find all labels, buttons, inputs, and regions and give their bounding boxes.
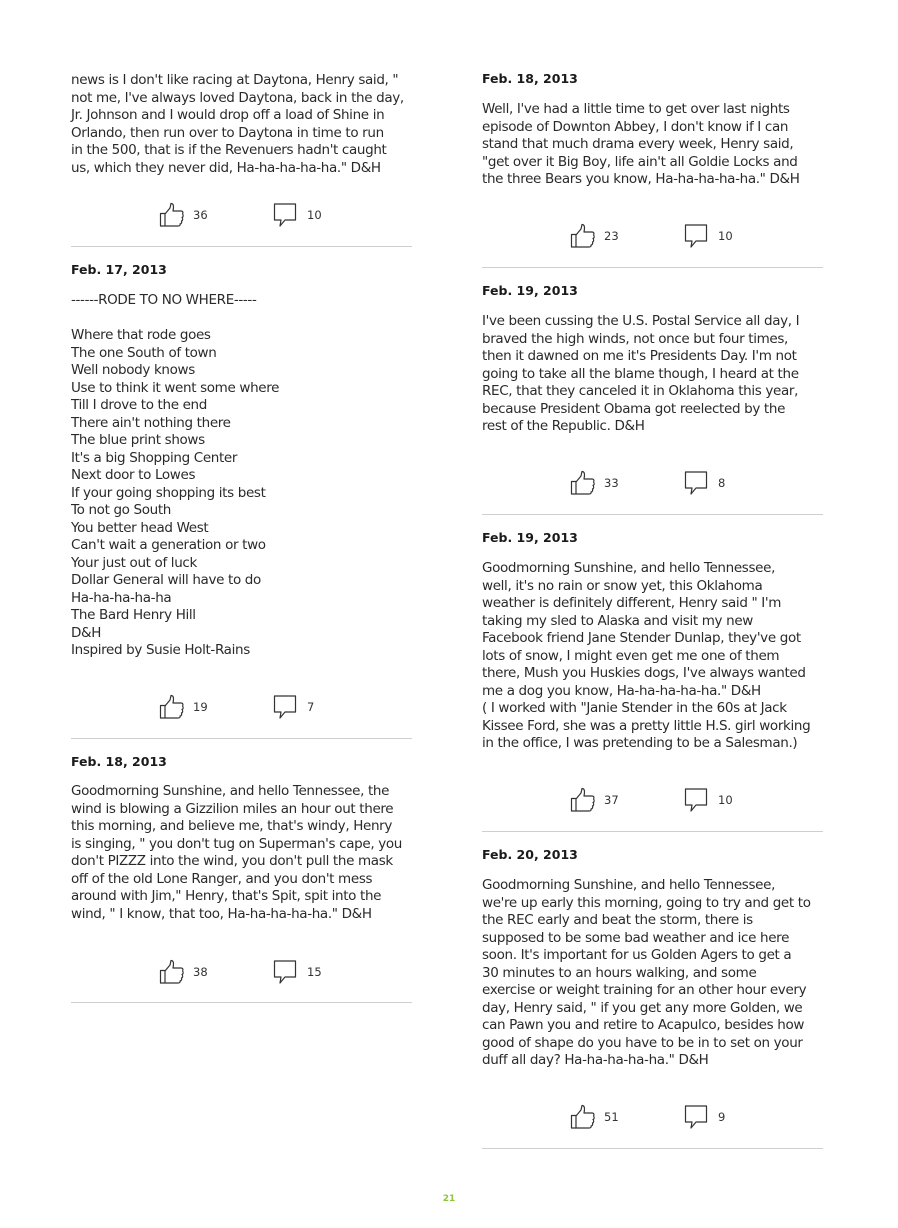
post-line: then it dawned on me it's Presidents Day. I'm not xyxy=(482,348,797,364)
post-line: duff all day? Ha-ha-ha-ha-ha." D&H xyxy=(482,1052,709,1068)
post-line: Use to think it went some where xyxy=(71,379,280,396)
post-line: not me, I've always loved Daytona, back in the day, xyxy=(71,89,404,106)
thumbs-up-icon xyxy=(570,470,596,496)
post-date: Feb. 20, 2013 xyxy=(482,847,578,862)
post-line: Well, I've had a little time to get over last nights xyxy=(482,101,790,117)
post-body xyxy=(71,72,412,177)
post-line: because President Obama got reelected by the xyxy=(482,400,786,417)
like-button[interactable] xyxy=(570,1103,630,1131)
post-line: The Bard Henry Hill xyxy=(71,607,196,623)
post-line: "get over it Big Boy, life ain't all Goldie Locks and xyxy=(482,153,798,170)
post-line: exercise or weight training for an other hour every xyxy=(482,982,807,998)
post-body xyxy=(71,292,412,660)
post-line: can Pawn you and retire to Acapulco, besides how xyxy=(482,1017,805,1033)
post-date: Feb. 19, 2013 xyxy=(482,283,578,298)
comment-count: 10 xyxy=(718,229,733,243)
like-count: 38 xyxy=(193,965,208,979)
reactions-bar xyxy=(71,958,412,988)
post-line: Goodmorning Sunshine, and hello Tennessee, the xyxy=(71,783,390,799)
post-divider xyxy=(71,246,412,247)
comment-button[interactable] xyxy=(684,1103,744,1131)
post-line: in the office, I was pretending to be a Salesman.) xyxy=(482,735,798,751)
speech-bubble-icon xyxy=(273,959,297,985)
post-line: Goodmorning Sunshine, and hello Tennessee, xyxy=(482,560,776,576)
post-line: in the 500, that is if the Revenuers hadn't caught xyxy=(71,142,387,158)
reactions-bar xyxy=(71,693,412,723)
post xyxy=(482,530,823,753)
post-line: I've been cussing the U.S. Postal Service all day, I xyxy=(482,313,800,329)
comment-button[interactable] xyxy=(273,201,333,229)
post-line: good of shape do you have to be in to set on your xyxy=(482,1034,803,1051)
thumbs-up-icon xyxy=(570,1104,596,1130)
post-line: You better head West xyxy=(71,519,209,536)
comment-button[interactable] xyxy=(684,469,744,497)
post-line: ------RODE TO NO WHERE----- xyxy=(71,292,257,308)
like-count: 37 xyxy=(604,793,619,807)
post-line: don't PIZZZ into the wind, you don't pull the mask xyxy=(71,853,393,869)
post-date: Feb. 18, 2013 xyxy=(482,71,578,86)
post-line: Kissee Ford, she was a pretty little H.S. girl working xyxy=(482,717,811,734)
post-line: The one South of town xyxy=(71,344,217,361)
post-line: There ain't nothing there xyxy=(71,414,231,431)
post-line: Well nobody knows xyxy=(71,362,195,378)
post-line: The blue print shows xyxy=(71,432,205,448)
post-line: To not go South xyxy=(71,502,172,518)
like-button[interactable] xyxy=(159,693,219,721)
post-line: the three Bears you know, Ha-ha-ha-ha-ha." D&H xyxy=(482,171,800,187)
post-line: is singing, " you don't tug on Superman's cape, you xyxy=(71,835,402,852)
post-line: Ha-ha-ha-ha-ha xyxy=(71,589,172,606)
post xyxy=(482,847,823,1070)
post-line: supposed to be some bad weather and ice here xyxy=(482,929,790,946)
speech-bubble-icon xyxy=(684,1104,708,1130)
reactions-bar xyxy=(482,786,823,816)
post-divider xyxy=(71,738,412,739)
post-line: wind is blowing a Gizzilion miles an hour out there xyxy=(71,800,394,817)
comment-count: 10 xyxy=(718,793,733,807)
post-line: there, Mush you Huskies dogs, I've always wanted xyxy=(482,665,806,681)
post-divider xyxy=(482,1148,823,1149)
post xyxy=(71,262,412,660)
like-count: 23 xyxy=(604,229,619,243)
post-line: this morning, and believe me, that's windy, Henry xyxy=(71,818,393,834)
post-line: soon. It's important for us Golden Agers to get a xyxy=(482,947,792,963)
like-count: 33 xyxy=(604,476,619,490)
post-line: around with Jim," Henry, that's Spit, spit into the xyxy=(71,888,382,904)
like-button[interactable] xyxy=(159,201,219,229)
post-line xyxy=(71,310,412,328)
comment-count: 7 xyxy=(307,700,315,714)
post-body xyxy=(482,877,823,1070)
post-line: Can't wait a generation or two xyxy=(71,537,266,553)
thumbs-up-icon xyxy=(570,223,596,249)
post-body xyxy=(482,560,823,753)
post-line: rest of the Republic. D&H xyxy=(482,418,645,434)
speech-bubble-icon xyxy=(684,223,708,249)
post-line: me a dog you know, Ha-ha-ha-ha-ha." D&H xyxy=(482,682,761,699)
post-line: lots of snow, I might even get me one of them xyxy=(482,647,780,664)
post-line: we're up early this morning, going to try and get to xyxy=(482,894,811,911)
thumbs-up-icon xyxy=(159,202,185,228)
post-line: Dollar General will have to do xyxy=(71,572,261,588)
post-line: braved the high winds, not once but four times, xyxy=(482,330,788,347)
post-line: going to take all the blame though, I heard at the xyxy=(482,365,799,382)
page-number: 21 xyxy=(442,1194,456,1204)
speech-bubble-icon xyxy=(684,787,708,813)
post-line: 30 minutes to an hours walking, and some xyxy=(482,964,757,981)
post-line: Your just out of luck xyxy=(71,554,197,571)
post xyxy=(71,754,412,923)
comment-count: 8 xyxy=(718,476,726,490)
reactions-bar xyxy=(482,1103,823,1133)
post-line: well, it's no rain or snow yet, this Oklahoma xyxy=(482,577,763,594)
post-line: wind, " I know, that too, Ha-ha-ha-ha-ha." D&H xyxy=(71,905,372,922)
post-line: us, which they never did, Ha-ha-ha-ha-ha." D&H xyxy=(71,159,381,176)
reactions-bar xyxy=(482,469,823,499)
post-line: ( I worked with "Janie Stender in the 60s at Jack xyxy=(482,700,787,716)
post-line: If your going shopping its best xyxy=(71,484,266,501)
comment-button[interactable] xyxy=(684,786,744,814)
thumbs-up-icon xyxy=(159,959,185,985)
comment-count: 15 xyxy=(307,965,322,979)
comment-button[interactable] xyxy=(273,958,333,986)
post-date: Feb. 17, 2013 xyxy=(71,262,167,277)
like-count: 19 xyxy=(193,700,208,714)
post-line: It's a big Shopping Center xyxy=(71,449,238,466)
post-line: Jr. Johnson and I would drop off a load of Shine in xyxy=(71,107,385,123)
post-line: weather is definitely different, Henry said " I'm xyxy=(482,595,782,611)
post-divider xyxy=(482,831,823,832)
post-line: Next door to Lowes xyxy=(71,467,196,483)
thumbs-up-icon xyxy=(159,694,185,720)
post-date: Feb. 19, 2013 xyxy=(482,530,578,545)
post-line: Goodmorning Sunshine, and hello Tennessee, xyxy=(482,877,776,893)
comment-count: 9 xyxy=(718,1110,726,1124)
comment-button[interactable] xyxy=(684,222,744,250)
reactions-bar xyxy=(71,201,412,231)
like-button[interactable] xyxy=(570,786,630,814)
post-divider xyxy=(482,267,823,268)
post-body xyxy=(71,783,412,923)
post-line: REC, that they canceled it in Oklahoma this year, xyxy=(482,383,799,399)
post-line: news is I don't like racing at Daytona, Henry said, " xyxy=(71,72,399,88)
post-line: day, Henry said, " if you get any more Golden, we xyxy=(482,999,803,1016)
like-button[interactable] xyxy=(159,958,219,986)
reactions-bar xyxy=(482,222,823,252)
post-body xyxy=(482,313,823,436)
speech-bubble-icon xyxy=(273,202,297,228)
post-line: Facebook friend Jane Stender Dunlap, they've got xyxy=(482,630,801,646)
post-divider xyxy=(482,514,823,515)
post-line: stand that much drama every week, Henry said, xyxy=(482,136,794,152)
post-line: the REC early and beat the storm, there is xyxy=(482,912,753,928)
post-line: taking my sled to Alaska and visit my new xyxy=(482,612,753,629)
like-button[interactable] xyxy=(570,222,630,250)
post xyxy=(482,283,823,436)
post-divider xyxy=(71,1002,412,1003)
post-line: episode of Downton Abbey, I don't know if I can xyxy=(482,118,789,135)
like-count: 51 xyxy=(604,1110,619,1124)
post-date: Feb. 18, 2013 xyxy=(71,754,167,769)
post-line: D&H xyxy=(71,624,102,641)
post-body xyxy=(482,101,823,189)
post xyxy=(482,71,823,189)
post-line: Where that rode goes xyxy=(71,327,211,343)
speech-bubble-icon xyxy=(684,470,708,496)
post-line: Inspired by Susie Holt-Rains xyxy=(71,642,250,658)
speech-bubble-icon xyxy=(273,694,297,720)
comment-count: 10 xyxy=(307,208,322,222)
post-line: Orlando, then run over to Daytona in time to run xyxy=(71,124,384,141)
comment-button[interactable] xyxy=(273,693,333,721)
post-line: Till I drove to the end xyxy=(71,397,207,413)
post-line: off of the old Lone Ranger, and you don't mess xyxy=(71,870,373,887)
like-count: 36 xyxy=(193,208,208,222)
like-button[interactable] xyxy=(570,469,630,497)
thumbs-up-icon xyxy=(570,787,596,813)
post xyxy=(71,72,412,177)
